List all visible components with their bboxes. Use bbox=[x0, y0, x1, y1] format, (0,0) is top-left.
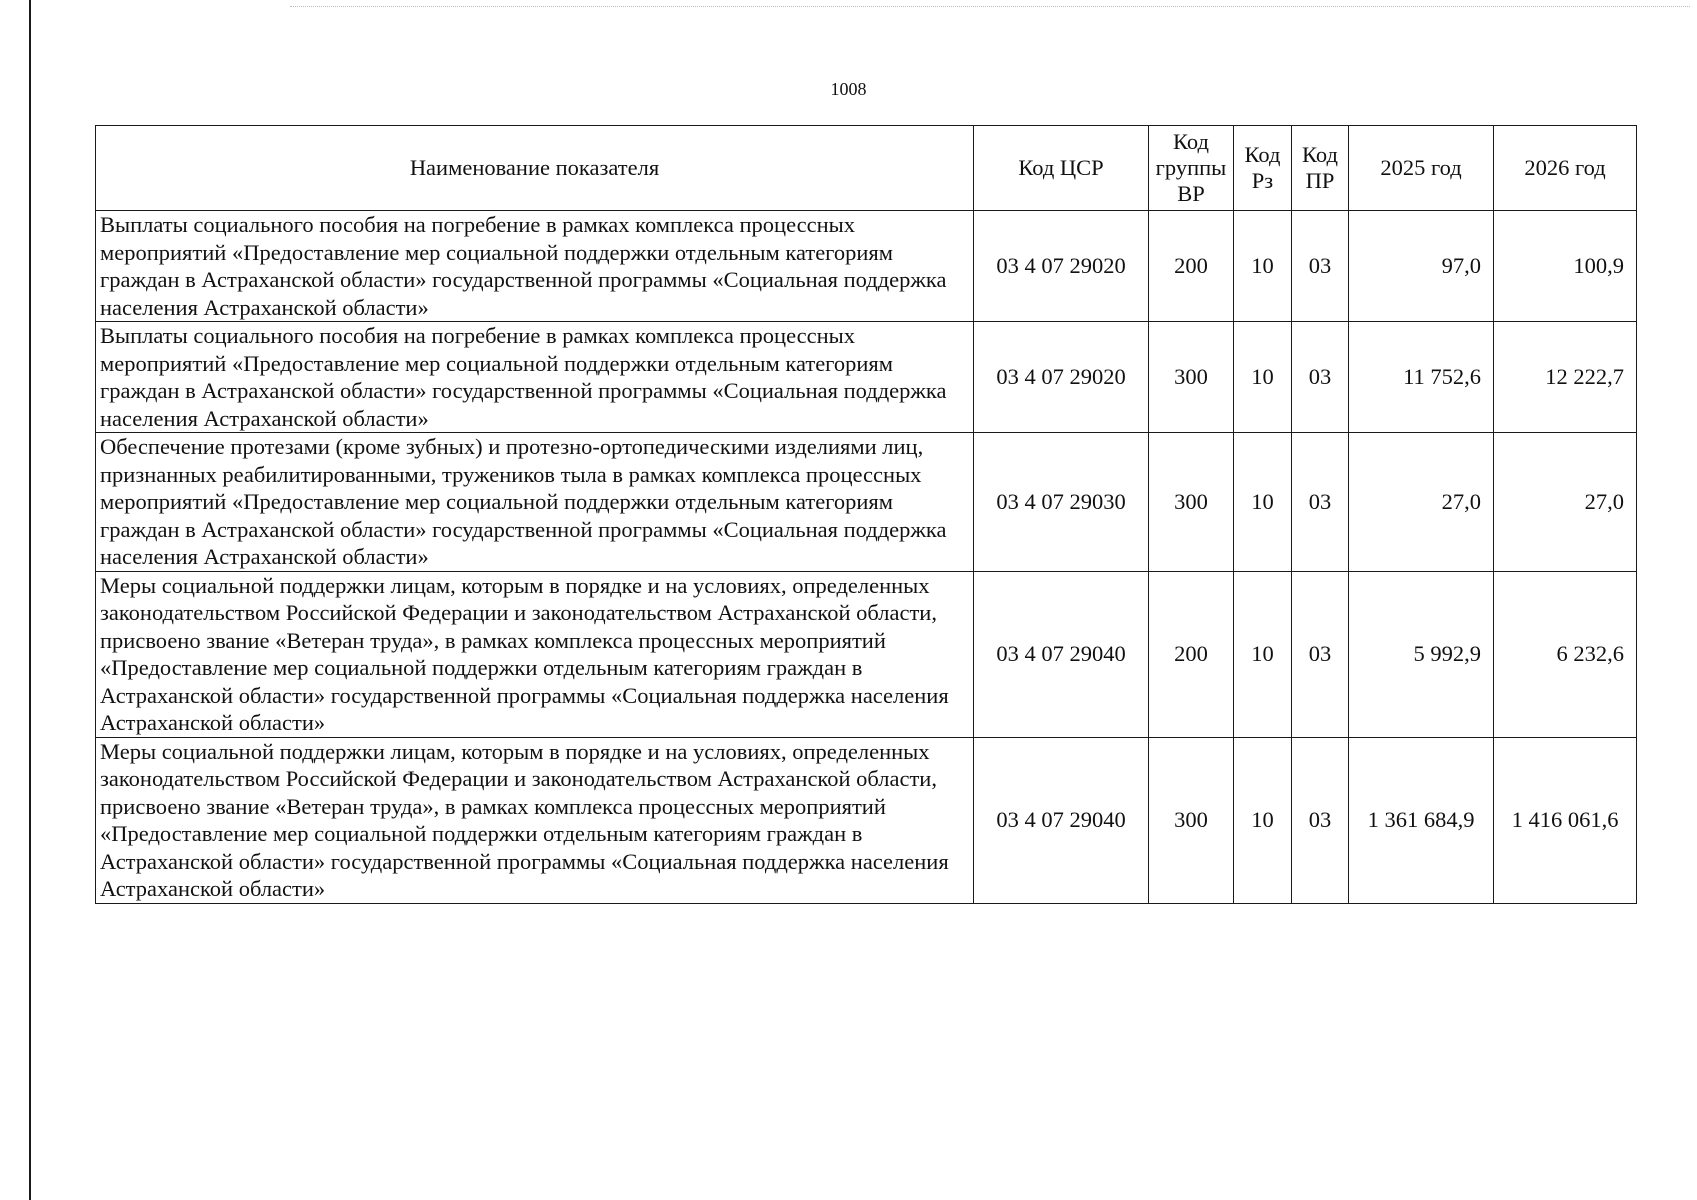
cell-2026: 6 232,6 bbox=[1494, 571, 1637, 737]
cell-csr: 03 4 07 29030 bbox=[974, 433, 1149, 572]
header-csr: Код ЦСР bbox=[974, 126, 1149, 211]
cell-2026: 27,0 bbox=[1494, 433, 1637, 572]
cell-rz: 10 bbox=[1234, 737, 1292, 903]
page-number: 1008 bbox=[830, 79, 867, 99]
cell-name: Меры социальной поддержки лицам, которым в порядке и на условиях, определенных законодательством Российской Федерации и законодательством Астраханской области, присвоено звание «Ветеран труда», в рамках комплекса процессных мероприятий «Предоставление мер социальной поддержки отдельным категориям граждан в Астраханской области» государственной программы «Социальная поддержка населения Астраханской области» bbox=[96, 571, 974, 737]
top-scan-line bbox=[290, 6, 1690, 7]
cell-name: Меры социальной поддержки лицам, которым в порядке и на условиях, определенных законодательством Российской Федерации и законодательством Астраханской области, присвоено звание «Ветеран труда», в рамках комплекса процессных мероприятий «Предоставление мер социальной поддержки отдельным категориям граждан в Астраханской области» государственной программы «Социальная поддержка населения Астраханской области» bbox=[96, 737, 974, 903]
cell-pr: 03 bbox=[1292, 211, 1349, 322]
table-row bbox=[96, 322, 1637, 433]
cell-vr: 300 bbox=[1149, 433, 1234, 572]
table-row bbox=[96, 737, 1637, 903]
cell-name: Выплаты социального пособия на погребение в рамках комплекса процессных мероприятий «Предоставление мер социальной поддержки отдельным категориям граждан в Астраханской области» государственной программы «Социальная поддержка населения Астраханской области» bbox=[96, 322, 974, 433]
cell-2026: 1 416 061,6 bbox=[1494, 737, 1637, 903]
cell-vr: 300 bbox=[1149, 322, 1234, 433]
cell-2026: 12 222,7 bbox=[1494, 322, 1637, 433]
cell-vr: 300 bbox=[1149, 737, 1234, 903]
cell-csr: 03 4 07 29040 bbox=[974, 571, 1149, 737]
cell-name: Выплаты социального пособия на погребение в рамках комплекса процессных мероприятий «Предоставление мер социальной поддержки отдельным категориям граждан в Астраханской области» государственной программы «Социальная поддержка населения Астраханской области» bbox=[96, 211, 974, 322]
cell-csr: 03 4 07 29040 bbox=[974, 737, 1149, 903]
table-row bbox=[96, 571, 1637, 737]
table-row bbox=[96, 211, 1637, 322]
table-header-row bbox=[96, 126, 1637, 211]
cell-2025: 5 992,9 bbox=[1349, 571, 1494, 737]
cell-2025: 97,0 bbox=[1349, 211, 1494, 322]
cell-rz: 10 bbox=[1234, 433, 1292, 572]
cell-rz: 10 bbox=[1234, 211, 1292, 322]
cell-vr: 200 bbox=[1149, 571, 1234, 737]
cell-pr: 03 bbox=[1292, 322, 1349, 433]
cell-pr: 03 bbox=[1292, 571, 1349, 737]
cell-csr: 03 4 07 29020 bbox=[974, 322, 1149, 433]
header-2026: 2026 год bbox=[1494, 126, 1637, 211]
cell-pr: 03 bbox=[1292, 737, 1349, 903]
cell-rz: 10 bbox=[1234, 322, 1292, 433]
cell-pr: 03 bbox=[1292, 433, 1349, 572]
header-name: Наименование показателя bbox=[96, 126, 974, 211]
budget-table bbox=[95, 125, 1637, 904]
cell-vr: 200 bbox=[1149, 211, 1234, 322]
left-margin-line bbox=[29, 0, 31, 1200]
cell-csr: 03 4 07 29020 bbox=[974, 211, 1149, 322]
header-pr: Код ПР bbox=[1292, 126, 1349, 211]
table-row bbox=[96, 433, 1637, 572]
header-vr: Код группы ВР bbox=[1149, 126, 1234, 211]
cell-rz: 10 bbox=[1234, 571, 1292, 737]
cell-name: Обеспечение протезами (кроме зубных) и протезно-ортопедическими изделиями лиц, признанных реабилитированными, тружеников тыла в рамках комплекса процессных мероприятий «Предоставление мер социальной поддержки отдельным категориям граждан в Астраханской области» государственной программы «Социальная поддержка населения Астраханской области» bbox=[96, 433, 974, 572]
cell-2025: 1 361 684,9 bbox=[1349, 737, 1494, 903]
header-rz: Код Рз bbox=[1234, 126, 1292, 211]
cell-2026: 100,9 bbox=[1494, 211, 1637, 322]
header-2025: 2025 год bbox=[1349, 126, 1494, 211]
cell-2025: 27,0 bbox=[1349, 433, 1494, 572]
cell-2025: 11 752,6 bbox=[1349, 322, 1494, 433]
